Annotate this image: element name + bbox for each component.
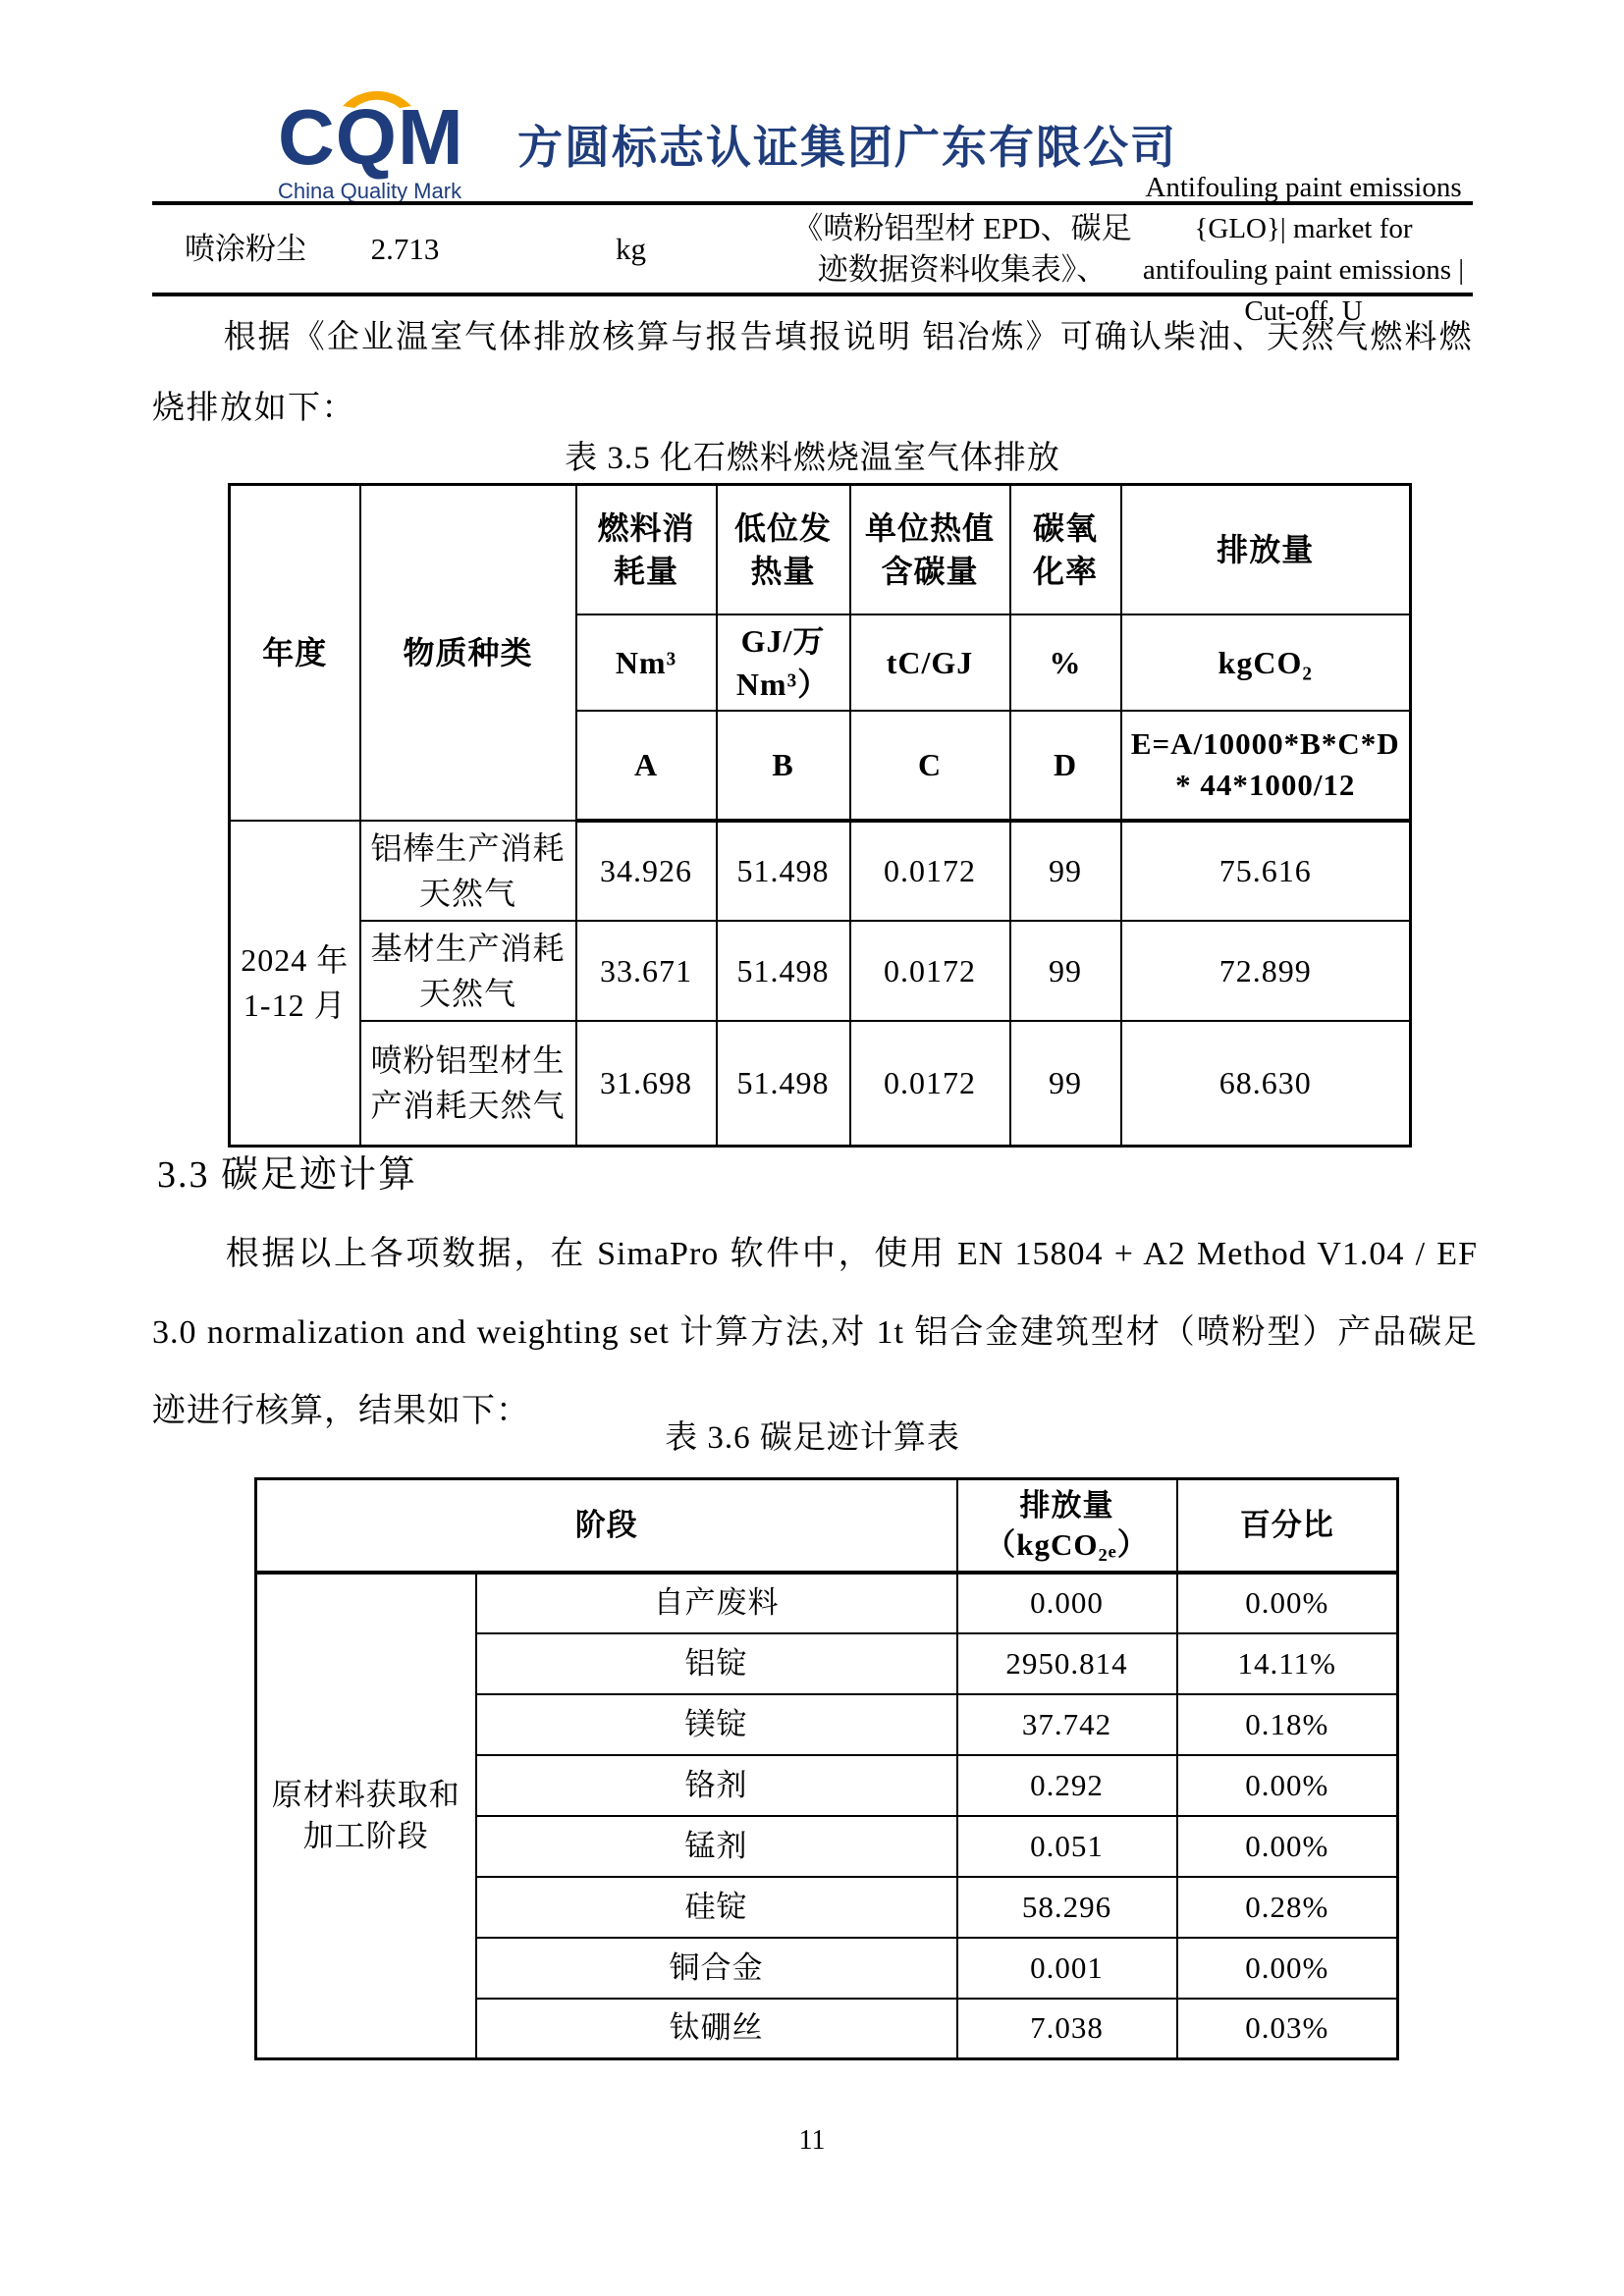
t36-r5-item: 硅锭 — [476, 1877, 957, 1938]
t36-r7-emission: 7.038 — [957, 1999, 1177, 2059]
table-3-5 — [228, 483, 1412, 1148]
t35-header-emission: 排放量 — [1121, 485, 1411, 614]
t35-header-oxidation-rate: 碳氧化率 — [1010, 485, 1121, 614]
t35-var-c: C — [850, 711, 1010, 821]
t35-unit-emission: kgCO₂ — [1121, 614, 1411, 711]
t35-var-d: D — [1010, 711, 1121, 821]
t36-header-emission-label: 排放量 — [1019, 1487, 1114, 1522]
table-row — [256, 1573, 1398, 1633]
t36-header-percentage: 百分比 — [1177, 1479, 1398, 1573]
t36-r3-item: 铬剂 — [476, 1755, 957, 1816]
t35-r2-e: 68.630 — [1121, 1021, 1411, 1147]
t35-r0-e: 75.616 — [1121, 821, 1411, 921]
carryover-amount: 2.713 — [370, 231, 440, 266]
intro-paragraph: 根据《企业温室气体排放核算与报告填报说明 铝冶炼》可确认柴油、天然气燃料燃烧排放如下： — [152, 320, 1473, 426]
t36-r3-percentage: 0.00% — [1177, 1755, 1398, 1816]
t36-r1-percentage: 14.11% — [1177, 1633, 1398, 1694]
page-number: 11 — [798, 2125, 826, 2156]
logo-arc-icon — [339, 82, 415, 108]
t36-r4-emission: 0.051 — [957, 1816, 1177, 1877]
t36-r4-item: 锰剂 — [476, 1816, 957, 1877]
t35-header-substance: 物质种类 — [360, 485, 576, 821]
t35-r0-c: 0.0172 — [850, 821, 1010, 921]
t36-r7-percentage: 0.03% — [1177, 1999, 1398, 2059]
carryover-unit: kg — [616, 231, 646, 266]
company-name: 方圆标志认证集团广东有限公司 — [517, 122, 1177, 173]
t35-r1-a: 33.671 — [576, 921, 717, 1021]
table-3-6-caption: 表 3.6 碳足迹计算表 — [665, 1420, 960, 1456]
logo-tagline: China Quality Mark — [278, 179, 462, 203]
t35-r1-c: 0.0172 — [850, 921, 1010, 1021]
page-header — [278, 80, 1177, 204]
table-3-5-caption: 表 3.5 化石燃料燃烧温室气体排放 — [565, 441, 1060, 476]
section-3-3-heading: 3.3 碳足迹计算 — [157, 1154, 418, 1196]
t36-r6-item: 铜合金 — [476, 1938, 957, 1999]
t36-r5-emission: 58.296 — [957, 1877, 1177, 1938]
t35-header-fuel-consumption: 燃料消耗量 — [576, 485, 717, 614]
section-3-3-paragraph: 根据以上各项数据，在 SimaPro 软件中，使用 EN 15804 + A2 Method V1.04 / EF 3.0 normalization and weighting set 计算方法,对 1t 铝合金建筑型材（喷粉型）产品碳足迹进行核算，结果如下： — [152, 1236, 1478, 1429]
t36-stage-label: 原材料获取和加工阶段 — [256, 1573, 476, 2059]
t35-r0-substance: 铝棒生产消耗天然气 — [360, 821, 576, 921]
t35-r1-b: 51.498 — [717, 921, 850, 1021]
t36-r2-item: 镁锭 — [476, 1694, 957, 1755]
t35-unit-fuel: Nm³ — [576, 614, 717, 711]
cqm-logo — [278, 80, 504, 204]
t35-r2-a: 31.698 — [576, 1021, 717, 1147]
t35-var-a: A — [576, 711, 717, 821]
table-row — [230, 1021, 1411, 1147]
t35-header-year: 年度 — [230, 485, 360, 821]
t35-header-carbon-per-heat: 单位热值含碳量 — [850, 485, 1010, 614]
t35-r2-d: 99 — [1010, 1021, 1121, 1147]
t35-r2-b: 51.498 — [717, 1021, 850, 1147]
t35-r1-substance: 基材生产消耗天然气 — [360, 921, 576, 1021]
t35-unit-lhv: GJ/万 Nm³） — [717, 614, 850, 711]
t35-r1-d: 99 — [1010, 921, 1121, 1021]
t36-r6-percentage: 0.00% — [1177, 1938, 1398, 1999]
t35-var-b: B — [717, 711, 850, 821]
t35-unit-carbon: tC/GJ — [850, 614, 1010, 711]
table-row — [230, 921, 1411, 1021]
t36-r7-item: 钛硼丝 — [476, 1999, 957, 2059]
t36-header-emission-unit: （kgCO₂ₑ） — [985, 1526, 1149, 1562]
t36-header-emission — [957, 1479, 1177, 1573]
t35-r0-d: 99 — [1010, 821, 1121, 921]
t36-header-stage: 阶段 — [256, 1479, 957, 1573]
t36-r0-emission: 0.000 — [957, 1573, 1177, 1633]
t35-formula: E=A/10000*B*C*D* 44*1000/12 — [1121, 711, 1411, 821]
t35-r2-c: 0.0172 — [850, 1021, 1010, 1147]
t35-r2-substance: 喷粉铝型材生产消耗天然气 — [360, 1021, 576, 1147]
t36-r2-percentage: 0.18% — [1177, 1694, 1398, 1755]
t35-year-value: 2024 年 1-12 月 — [230, 821, 360, 1147]
logo-acronym: CQM — [278, 93, 464, 181]
t36-r2-emission: 37.742 — [957, 1694, 1177, 1755]
carryover-substance: 喷涂粉尘 — [185, 231, 306, 266]
t36-r0-percentage: 0.00% — [1177, 1573, 1398, 1633]
t35-unit-oxidation: % — [1010, 614, 1121, 711]
table-row — [230, 821, 1411, 921]
t36-r6-emission: 0.001 — [957, 1938, 1177, 1999]
t35-r1-e: 72.899 — [1121, 921, 1411, 1021]
t36-r3-emission: 0.292 — [957, 1755, 1177, 1816]
carryover-database: Antifouling paint emissions {GLO}| market for antifouling paint emissions | Cut-off, U — [1142, 171, 1465, 327]
t35-r0-b: 51.498 — [717, 821, 850, 921]
carryover-source: 《喷粉铝型材 EPD、碳足迹数据资料收集表》、 — [792, 210, 1132, 287]
t36-r1-item: 铝锭 — [476, 1633, 957, 1694]
t35-header-lhv: 低位发热量 — [717, 485, 850, 614]
t36-r1-emission: 2950.814 — [957, 1633, 1177, 1694]
t35-r0-a: 34.926 — [576, 821, 717, 921]
t36-r4-percentage: 0.00% — [1177, 1816, 1398, 1877]
table-3-6 — [254, 1477, 1399, 2060]
t36-r5-percentage: 0.28% — [1177, 1877, 1398, 1938]
t36-r0-item: 自产废料 — [476, 1573, 957, 1633]
